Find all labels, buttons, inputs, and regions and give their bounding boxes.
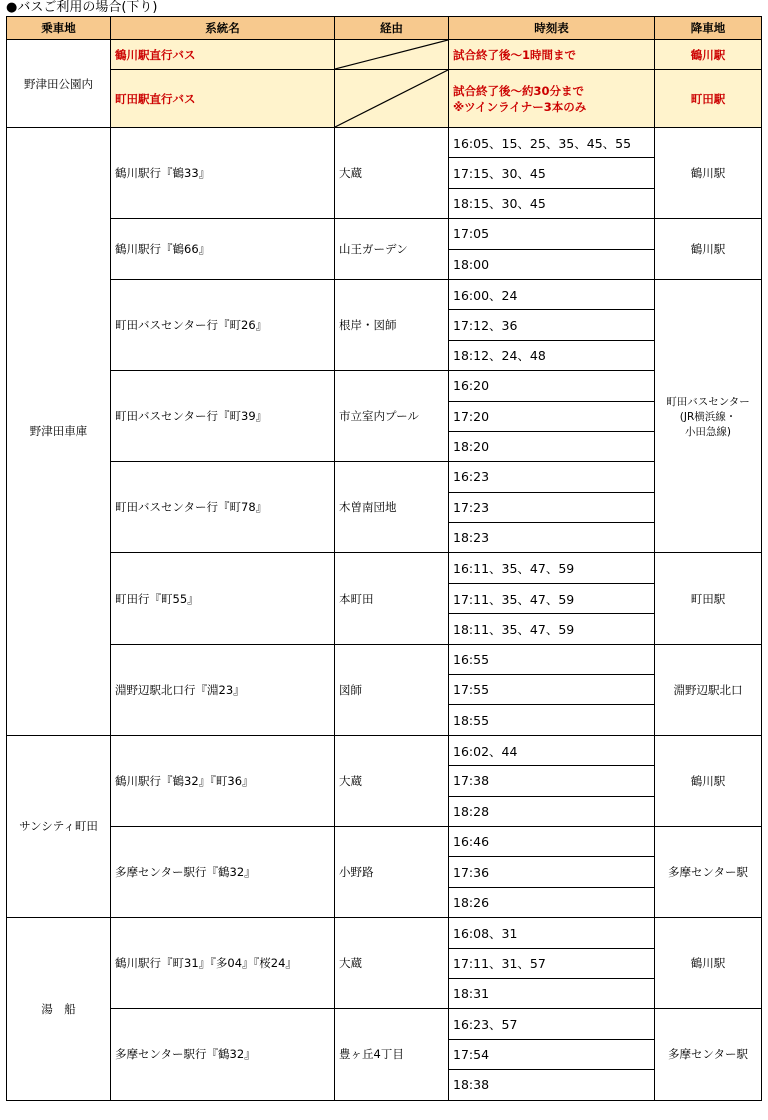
via-stop: 小野路 [335, 826, 449, 917]
boarding-stop: 湯 船 [7, 918, 111, 1100]
departure-times: 16:20 [449, 371, 655, 401]
diagonal-line [335, 40, 448, 69]
table-row [7, 918, 762, 948]
via-stop: 大蔵 [335, 918, 449, 1009]
departure-times: 18:12、24、48 [449, 340, 655, 370]
departure-times: 18:31 [449, 978, 655, 1008]
route-name: 鶴川駅直行バス [111, 40, 335, 70]
route-name: 多摩センター駅行『鶴32』 [111, 826, 335, 917]
departure-times: 16:23 [449, 462, 655, 492]
via-stop: 市立室内プール [335, 371, 449, 462]
via-empty [335, 70, 449, 128]
departure-times: 18:23 [449, 523, 655, 553]
route-name: 鶴川駅行『町31』『多04』『桜24』 [111, 918, 335, 1009]
table-row [7, 1009, 762, 1039]
alight-stop: 淵野辺駅北口 [655, 644, 762, 735]
departure-times: 16:11、35、47、59 [449, 553, 655, 583]
time-cell: 試合終了後～1時間まで [449, 40, 655, 70]
boarding-stop: 野津田車庫 [7, 128, 111, 736]
departure-times: 16:00、24 [449, 279, 655, 309]
bus-timetable [6, 16, 762, 1101]
departure-times: 17:11、31、57 [449, 948, 655, 978]
departure-times: 18:11、35、47、59 [449, 614, 655, 644]
departure-times: 18:38 [449, 1070, 655, 1100]
departure-times: 18:00 [449, 249, 655, 279]
table-row [7, 219, 762, 249]
departure-times: 18:20 [449, 431, 655, 461]
via-stop: 山王ガーデン [335, 219, 449, 280]
via-stop: 本町田 [335, 553, 449, 644]
departure-times: 17:05 [449, 219, 655, 249]
departure-times: 17:12、36 [449, 310, 655, 340]
via-stop: 木曽南団地 [335, 462, 449, 553]
departure-times: 17:38 [449, 766, 655, 796]
via-stop: 根岸・図師 [335, 279, 449, 370]
route-name: 町田バスセンター行『町78』 [111, 462, 335, 553]
departure-times: 18:15、30、45 [449, 188, 655, 218]
time-note: ※ツインライナー3本のみ [453, 99, 587, 114]
diagonal-line [335, 70, 448, 127]
departure-times: 17:36 [449, 857, 655, 887]
alight-stop: 多摩センター駅 [655, 1009, 762, 1100]
table-row [7, 553, 762, 583]
alight-stop: 鶴川駅 [655, 735, 762, 826]
alight-stop: 鶴川駅 [655, 40, 762, 70]
departure-times: 18:26 [449, 887, 655, 917]
via-stop: 豊ヶ丘4丁目 [335, 1009, 449, 1100]
alight-stop: 町田バスセンター (JR横浜線・ 小田急線) [655, 279, 762, 553]
table-row [7, 644, 762, 674]
route-name: 鶴川駅行『鶴66』 [111, 219, 335, 280]
departure-times: 16:05、15、25、35、45、55 [449, 128, 655, 158]
alight-stop: 鶴川駅 [655, 128, 762, 219]
via-stop: 大蔵 [335, 735, 449, 826]
alight-stop: 町田駅 [655, 70, 762, 128]
departure-times: 17:55 [449, 675, 655, 705]
page-title: ●バスご利用の場合(下り) [6, 0, 158, 15]
alight-stop: 多摩センター駅 [655, 826, 762, 917]
route-name: 多摩センター駅行『鶴32』 [111, 1009, 335, 1100]
route-name: 町田駅直行バス [111, 70, 335, 128]
time-cell [449, 70, 655, 128]
table-row [7, 279, 762, 309]
table-row [7, 735, 762, 765]
departure-times: 16:46 [449, 826, 655, 856]
via-stop: 大蔵 [335, 128, 449, 219]
departure-times: 17:23 [449, 492, 655, 522]
header-via: 経由 [335, 17, 449, 40]
via-stop: 図師 [335, 644, 449, 735]
departure-times: 17:20 [449, 401, 655, 431]
time-line: 試合終了後～約30分まで [453, 83, 585, 98]
header-line: 系統名 [111, 17, 335, 40]
header-stop: 乗車地 [7, 17, 111, 40]
header-alight: 降車地 [655, 17, 762, 40]
route-name: 町田行『町55』 [111, 553, 335, 644]
departure-times: 16:08、31 [449, 918, 655, 948]
departure-times: 18:55 [449, 705, 655, 735]
departure-times: 17:54 [449, 1039, 655, 1069]
table-row [7, 70, 762, 128]
table-row [7, 371, 762, 401]
route-name: 淵野辺駅北口行『淵23』 [111, 644, 335, 735]
departure-times: 16:23、57 [449, 1009, 655, 1039]
departure-times: 17:15、30、45 [449, 158, 655, 188]
departure-times: 18:28 [449, 796, 655, 826]
alight-stop: 鶴川駅 [655, 219, 762, 280]
route-name: 町田バスセンター行『町39』 [111, 371, 335, 462]
alight-stop: 鶴川駅 [655, 918, 762, 1009]
boarding-stop: 野津田公園内 [7, 40, 111, 128]
route-name: 鶴川駅行『鶴32』『町36』 [111, 735, 335, 826]
route-name: 鶴川駅行『鶴33』 [111, 128, 335, 219]
boarding-stop: サンシティ町田 [7, 735, 111, 917]
table-row [7, 40, 762, 70]
departure-times: 17:11、35、47、59 [449, 583, 655, 613]
header-row [7, 17, 762, 40]
table-row [7, 462, 762, 492]
departure-times: 16:02、44 [449, 735, 655, 765]
table-row [7, 128, 762, 158]
route-name: 町田バスセンター行『町26』 [111, 279, 335, 370]
departure-times: 16:55 [449, 644, 655, 674]
table-row [7, 826, 762, 856]
alight-stop: 町田駅 [655, 553, 762, 644]
header-timetable: 時刻表 [449, 17, 655, 40]
via-empty [335, 40, 449, 70]
